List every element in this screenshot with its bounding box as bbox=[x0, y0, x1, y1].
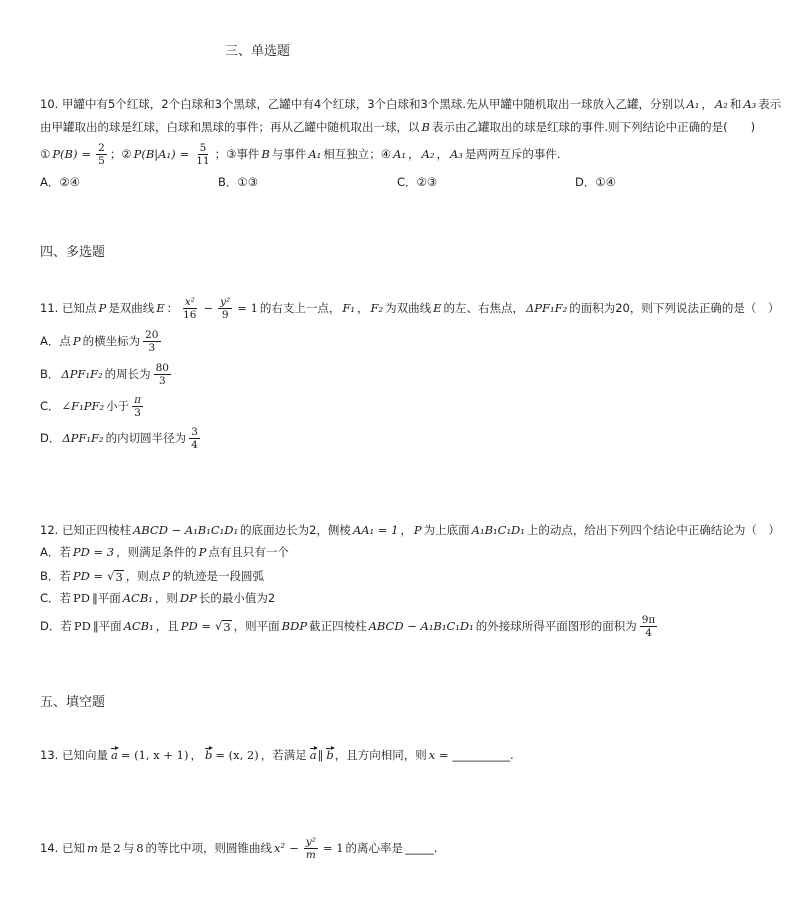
term-x2: x² bbox=[274, 841, 286, 855]
point-p: P bbox=[198, 545, 207, 559]
statement-4-text: 相互独立；④ bbox=[323, 147, 392, 161]
q14-stem-text2: 是 bbox=[99, 841, 112, 855]
option-text3: ，则平面 bbox=[233, 619, 280, 633]
fraction-numerator: y² bbox=[220, 295, 231, 308]
q10-stem-text3: 表示由乙罐取出的球是红球的事件.则下列结论中正确的是( ) bbox=[431, 120, 756, 134]
fraction-numerator: 20 bbox=[145, 328, 159, 341]
fraction-pi-3 bbox=[132, 394, 143, 419]
vector-a: a bbox=[110, 748, 118, 762]
q12-stem-text2: 的底面边长为2，侧棱 bbox=[240, 523, 351, 537]
number-2: 2 bbox=[113, 841, 121, 855]
q11-stem-text2: 是双曲线 bbox=[108, 301, 155, 315]
q11-stem-text: 11. 已知点 bbox=[40, 301, 97, 315]
parallel-symbol: ∥ bbox=[92, 619, 99, 633]
section-multi-choice-title: 四、多选题 bbox=[40, 245, 106, 260]
fraction-20-3 bbox=[143, 329, 160, 354]
prob-b: P(B) bbox=[52, 147, 78, 161]
equation-rhs: = 1 bbox=[237, 301, 258, 315]
angle-f1pf2: ∠F₁PF₂ bbox=[61, 399, 105, 413]
option-label: C． bbox=[40, 399, 60, 413]
q14-stem-text: 14. 已知 bbox=[40, 841, 85, 855]
fraction-y2-9 bbox=[218, 296, 232, 321]
q11-option-c bbox=[40, 391, 146, 421]
fraction-denominator: 5 bbox=[98, 154, 105, 167]
q14-stem-text3: 与 bbox=[122, 841, 135, 855]
fraction-denominator: 11 bbox=[196, 154, 210, 167]
q10-stem-line2 bbox=[40, 119, 755, 135]
option-text: 小于 bbox=[106, 399, 130, 413]
q11-option-a bbox=[40, 326, 164, 356]
option-label: D． bbox=[40, 431, 61, 445]
sqrt-3 bbox=[215, 619, 232, 634]
triangle-pf1f2: ΔPF₁F₂ bbox=[61, 367, 103, 381]
q10-option-c: C．②③ bbox=[397, 175, 438, 189]
fraction-denominator: 3 bbox=[148, 341, 156, 354]
option-text5: 的外接球所得平面图形的面积为 bbox=[475, 619, 637, 633]
plane-acb1: ACB₁ bbox=[123, 619, 154, 633]
q13-stem bbox=[40, 745, 514, 765]
option-text2: ，则 bbox=[154, 591, 178, 605]
radicand: 3 bbox=[223, 619, 231, 634]
section-fill-blank-title: 五、填空题 bbox=[40, 695, 106, 710]
fraction-numerator: 2 bbox=[98, 141, 105, 154]
q13-stem-text2: ，若满足 bbox=[260, 748, 307, 762]
q12-stem-text: 12. 已知正四棱柱 bbox=[40, 523, 131, 537]
fraction-3-4 bbox=[189, 426, 200, 451]
vector-b: b bbox=[326, 748, 334, 762]
event-a1: A₁ bbox=[393, 147, 407, 161]
answer-blank: __________. bbox=[452, 748, 514, 762]
q11-stem-text4: 为双曲线 bbox=[385, 301, 432, 315]
fraction-numerator: π bbox=[134, 393, 141, 406]
point-p: P bbox=[72, 334, 81, 348]
point-p: P bbox=[162, 569, 171, 583]
option-label: D．若 bbox=[40, 619, 72, 633]
point-p: P bbox=[413, 523, 422, 537]
separator: ， bbox=[701, 97, 713, 111]
event-a2: A₂ bbox=[421, 147, 435, 161]
separator: ， bbox=[356, 301, 369, 315]
q10-option-a: A．②④ bbox=[40, 175, 80, 189]
option-text: 的横坐标为 bbox=[82, 334, 141, 348]
option-text: 平面 bbox=[98, 619, 122, 633]
q11-stem-text6: 的面积为20，则下列说法正确的是（ ） bbox=[569, 301, 780, 315]
option-label: B．若 bbox=[40, 569, 71, 583]
option-label: A．点 bbox=[40, 334, 71, 348]
q14-stem bbox=[40, 833, 437, 863]
variable-m: m bbox=[86, 841, 98, 855]
colon: ： bbox=[166, 301, 179, 315]
q10-stem-line1 bbox=[40, 96, 782, 112]
fraction-numerator: 9π bbox=[641, 613, 656, 626]
q11-stem-text3: 的右支上一点， bbox=[259, 301, 341, 315]
event-a1: A₁ bbox=[686, 97, 700, 111]
q12-option-c bbox=[40, 590, 275, 606]
option-label: C．若 bbox=[40, 591, 72, 605]
fraction-2-5 bbox=[96, 142, 107, 167]
option-label: B． bbox=[40, 367, 60, 381]
triangle-pf1f2: ΔPF₁F₂ bbox=[62, 431, 104, 445]
fraction-80-3 bbox=[154, 362, 171, 387]
separator: ， bbox=[190, 748, 202, 762]
vector-a: a bbox=[309, 748, 317, 762]
equation-rhs: = 1 bbox=[322, 841, 344, 855]
event-b: B bbox=[261, 147, 270, 161]
q13-stem-text3: ，且方向相同，则 bbox=[334, 748, 427, 762]
separator: ， bbox=[436, 147, 448, 161]
segment-pd: PD = bbox=[180, 619, 211, 633]
option-text2: 点有且只有一个 bbox=[208, 545, 289, 559]
option-label: A．若 bbox=[40, 545, 71, 559]
option-text: 的周长为 bbox=[104, 367, 151, 381]
segment-pd: PD bbox=[73, 619, 91, 633]
focus-f1: F₁ bbox=[342, 301, 355, 315]
segment-pd: PD = bbox=[72, 569, 104, 583]
variable-x: x = bbox=[428, 748, 449, 762]
fraction-numerator: y² bbox=[305, 835, 316, 848]
option-text: ，则满足条件的 bbox=[116, 545, 197, 559]
parallel-symbol: ∥ bbox=[317, 748, 324, 762]
q12-stem-text3: 为上底面 bbox=[423, 523, 470, 537]
q10-option-d: D．①④ bbox=[575, 175, 616, 189]
hyperbola-e: E bbox=[156, 301, 165, 315]
fraction-y2-m bbox=[304, 836, 318, 861]
event-a3: A₃ bbox=[449, 147, 463, 161]
q14-stem-text5: 的离心率是 bbox=[345, 841, 404, 855]
fraction-denominator: 4 bbox=[645, 626, 652, 639]
segment-dp: DP bbox=[179, 591, 197, 605]
q12-option-a bbox=[40, 544, 289, 560]
fraction-numerator: 3 bbox=[191, 425, 198, 438]
option-text4: 截正四棱柱 bbox=[309, 619, 367, 633]
statement-1-marker: ① bbox=[40, 147, 51, 161]
fraction-denominator: 16 bbox=[183, 308, 197, 321]
statement-2-marker: ；② bbox=[109, 147, 132, 161]
q12-stem bbox=[40, 522, 780, 538]
q13-stem-text: 13. 已知向量 bbox=[40, 748, 108, 762]
triangle-pf1f2: ΔPF₁F₂ bbox=[525, 301, 568, 315]
event-a3: A₃ bbox=[743, 97, 757, 111]
point-p: P bbox=[98, 301, 107, 315]
vector-a-value: = (1, x + 1) bbox=[120, 748, 189, 762]
option-text3: 长的最小值为2 bbox=[198, 591, 276, 605]
fraction-denominator: 3 bbox=[134, 406, 141, 419]
q10-statements bbox=[40, 139, 561, 169]
cond-prob-b-given-a1: P(B|A₁) bbox=[133, 147, 176, 161]
fraction-numerator: x² bbox=[184, 295, 195, 308]
q11-stem bbox=[40, 293, 780, 323]
fraction-denominator: 9 bbox=[221, 308, 229, 321]
option-text: ，则点 bbox=[125, 569, 161, 583]
equals-sign: = bbox=[179, 147, 190, 161]
q14-stem-text4: 的等比中项，则圆锥曲线 bbox=[145, 841, 273, 855]
segment-pd: PD bbox=[73, 591, 90, 605]
fraction-denominator: 3 bbox=[158, 374, 166, 387]
option-text2: ，且 bbox=[155, 619, 179, 633]
q12-stem-text4: 上的动点，给出下列四个结论中正确结论为（ ） bbox=[526, 523, 780, 537]
fraction-x2-16 bbox=[181, 296, 198, 321]
fraction-5-11 bbox=[194, 142, 211, 167]
sqrt-3 bbox=[107, 569, 124, 584]
q12-option-b bbox=[40, 567, 264, 585]
separator: ， bbox=[408, 147, 420, 161]
fraction-numerator: 80 bbox=[155, 361, 169, 374]
event-a2: A₂ bbox=[714, 97, 728, 111]
event-a1: A₁ bbox=[308, 147, 322, 161]
conjunction: 和 bbox=[729, 97, 742, 111]
fraction-denominator: 4 bbox=[191, 438, 198, 451]
vector-b-value: = (x, 2) bbox=[215, 748, 259, 762]
minus-sign: − bbox=[203, 301, 214, 315]
fraction-9pi-4 bbox=[640, 614, 658, 639]
radicand: 3 bbox=[115, 569, 123, 584]
section-single-choice-title: 三、单选题 bbox=[225, 44, 291, 59]
prism-name: ABCD − A₁B₁C₁D₁ bbox=[368, 619, 474, 633]
q10-option-b: B．①③ bbox=[218, 175, 259, 189]
option-text2: 的轨迹是一段圆弧 bbox=[172, 569, 265, 583]
statement-4-text2: 是两两互斥的事件. bbox=[464, 147, 561, 161]
q10-stem-end: 表示 bbox=[758, 97, 782, 111]
q10-stem-text2: 由甲罐取出的球是红球，白球和黑球的事件；再从乙罐中随机取出一球，以 bbox=[40, 120, 420, 134]
option-text: 平面 bbox=[97, 591, 121, 605]
segment-pd: PD = 3 bbox=[72, 545, 115, 559]
minus-sign: − bbox=[289, 841, 299, 855]
fraction-numerator: 5 bbox=[199, 141, 207, 154]
separator: ， bbox=[400, 523, 412, 537]
radical-sign: √ bbox=[107, 568, 115, 583]
parallel-symbol: ∥ bbox=[92, 591, 98, 605]
q11-stem-text5: 的左、右焦点， bbox=[443, 301, 524, 315]
answer-blank: _____. bbox=[405, 841, 438, 855]
q11-option-b bbox=[40, 359, 174, 389]
plane-acb1: ACB₁ bbox=[122, 591, 153, 605]
equals-sign: = bbox=[81, 147, 92, 161]
q10-stem-text: 10. 甲罐中有5个红球，2个白球和3个黑球，乙罐中有4个红球，3个白球和3个黑球.先从甲罐中随机取出一球放入乙罐，分别以 bbox=[40, 97, 685, 111]
edge-aa1: AA₁ = 1 bbox=[352, 523, 399, 537]
vector-b: b bbox=[204, 748, 213, 762]
focus-f2: F₂ bbox=[370, 301, 384, 315]
plane-bdp: BDP bbox=[281, 619, 308, 633]
radical-sign: √ bbox=[215, 618, 223, 633]
number-8: 8 bbox=[136, 841, 144, 855]
fraction-denominator: m bbox=[305, 848, 316, 861]
prism-name: ABCD − A₁B₁C₁D₁ bbox=[132, 523, 239, 537]
statement-3-text: ；③事件 bbox=[214, 147, 260, 161]
statement-3-text2: 与事件 bbox=[271, 147, 307, 161]
top-face: A₁B₁C₁D₁ bbox=[471, 523, 525, 537]
q12-option-d bbox=[40, 611, 660, 641]
option-text: 的内切圆半径为 bbox=[105, 431, 187, 445]
event-b: B bbox=[421, 120, 430, 134]
q11-option-d bbox=[40, 423, 203, 453]
hyperbola-e: E bbox=[433, 301, 442, 315]
